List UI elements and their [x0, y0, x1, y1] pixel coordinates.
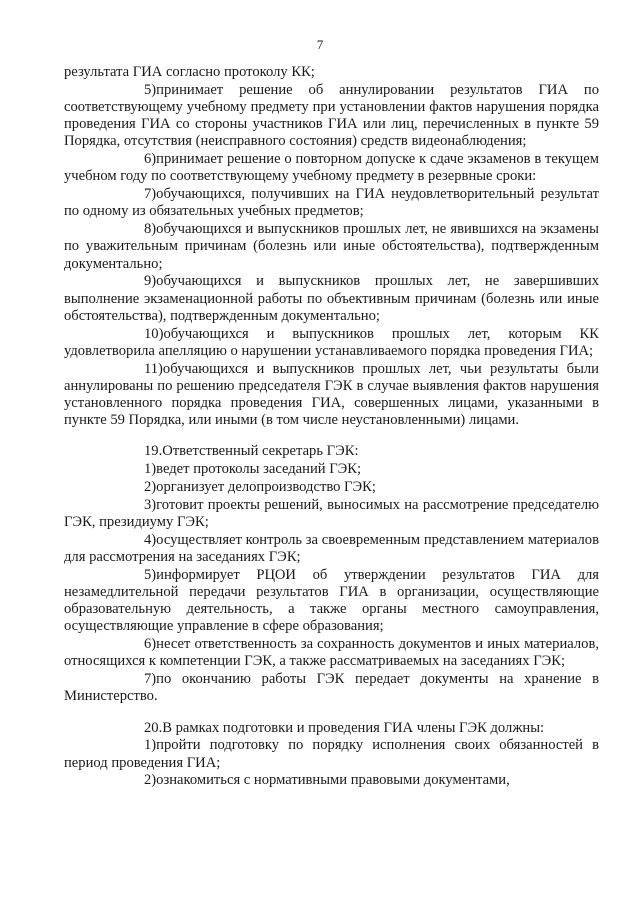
paragraph [64, 772, 599, 789]
paragraph-text: В рамках подготовки и проведения ГИА члены ГЭК должны: [162, 719, 545, 736]
paragraph [64, 221, 599, 273]
paragraph [64, 186, 599, 220]
paragraph-text: обучающихся, получивших на ГИА неудовлетворительный результат по одному из обязательных учебных предметов; [64, 186, 599, 220]
paragraph [64, 737, 599, 771]
paragraph-text: Ответственный секретарь ГЭК: [162, 443, 359, 460]
page-number: 7 [316, 37, 324, 52]
item-number: 19. [144, 443, 163, 460]
paragraph [64, 461, 599, 478]
paragraph-text: обучающихся и выпускников прошлых лет, чьи результаты были аннулированы по решению председателя ГЭК в случае выявления фактов нарушения установленного порядка проведения ГИА, совершенных лицами, указанными в пункте 59 Порядка, или иными (в том числе неустановленными) лицами. [64, 360, 599, 429]
paragraph [64, 151, 599, 185]
paragraph-text: пройти подготовку по порядку исполнения своих обязанностей в период проведения ГИА; [64, 737, 599, 771]
paragraph-text: обучающихся и выпускников прошлых лет, не явившихся на экзамены по уважительным причинам (болезнь или иные обстоятельства), подтвержденным документально; [64, 221, 599, 272]
item-number: 5) [144, 81, 157, 98]
paragraph-text: ведет протоколы заседаний ГЭК; [156, 461, 362, 478]
item-number: 4) [144, 531, 157, 548]
item-number: 6) [144, 151, 157, 168]
paragraph [64, 567, 599, 636]
paragraph-text: несет ответственность за сохранность документов и иных материалов, относящихся к компетенции ГЭК, а также рассматриваемых на заседаниях ГЭК; [64, 636, 599, 670]
item-number: 11) [144, 360, 163, 377]
paragraph [64, 497, 599, 531]
paragraph [64, 273, 599, 325]
item-number: 3) [144, 496, 157, 513]
paragraph [64, 671, 599, 705]
item-number: 2) [144, 772, 157, 789]
item-number: 5) [144, 566, 157, 583]
paragraph-text: информирует РЦОИ об утверждении результатов ГИА для незамедлительной передачи результатов ГИА в организации, осуществляющие образовательную деятельность, а также органы местного самоуправления, осуществляющие управление в сфере образования; [64, 566, 599, 635]
paragraph-text: принимает решение о повторном допуске к сдаче экзаменов в текущем учебном году по соответствующему учебному предмету в резервные сроки: [64, 151, 599, 185]
item-number: 7) [144, 671, 157, 688]
paragraph-text: по окончанию работы ГЭК передает документы на хранение в Министерство. [64, 671, 599, 705]
paragraph [64, 443, 599, 460]
item-number: 20. [144, 719, 163, 736]
paragraph-text: осуществляет контроль за своевременным представлением материалов для рассмотрения на заседаниях ГЭК; [64, 531, 599, 566]
item-number: 1) [144, 461, 157, 478]
document-body [64, 64, 599, 790]
item-number: 9) [144, 273, 157, 290]
paragraph [64, 479, 599, 496]
paragraph-text: результата ГИА согласно протоколу КК; [64, 64, 315, 80]
paragraph-text: принимает решение об аннулировании результатов ГИА по соответствующему учебному предмету при установлении фактов нарушения порядка проведения ГИА со стороны участников ГИА или лиц, перечисленных в пункте 59 Порядка, отсутствия (неисправного состояния) средств видеонаблюдения; [64, 81, 599, 150]
item-number: 2) [144, 479, 157, 496]
item-number: 8) [144, 221, 157, 238]
item-number: 6) [144, 636, 157, 653]
paragraph-text: организует делопроизводство ГЭК; [156, 479, 376, 496]
item-number: 10) [144, 325, 164, 342]
paragraph [64, 361, 599, 430]
paragraph-text: обучающихся и выпускников прошлых лет, которым КК удовлетворила апелляцию о нарушении устанавливаемого порядка проведения ГИА; [64, 325, 599, 359]
paragraph [64, 720, 599, 737]
paragraph [64, 64, 599, 81]
paragraph-text: обучающихся и выпускников прошлых лет, не завершивших выполнение экзаменационной работы по объективным причинам (болезнь или иные обстоятельства), подтвержденным документально; [64, 273, 599, 324]
paragraph [64, 532, 599, 566]
paragraph [64, 82, 599, 151]
item-number: 7) [144, 186, 157, 203]
paragraph-text: готовит проекты решений, выносимых на рассмотрение председателю ГЭК, президиуму ГЭК; [64, 496, 599, 531]
item-number: 1) [144, 737, 157, 754]
paragraph [64, 326, 599, 360]
paragraph [64, 636, 599, 670]
paragraph-text: ознакомиться с нормативными правовыми документами, [156, 772, 510, 789]
